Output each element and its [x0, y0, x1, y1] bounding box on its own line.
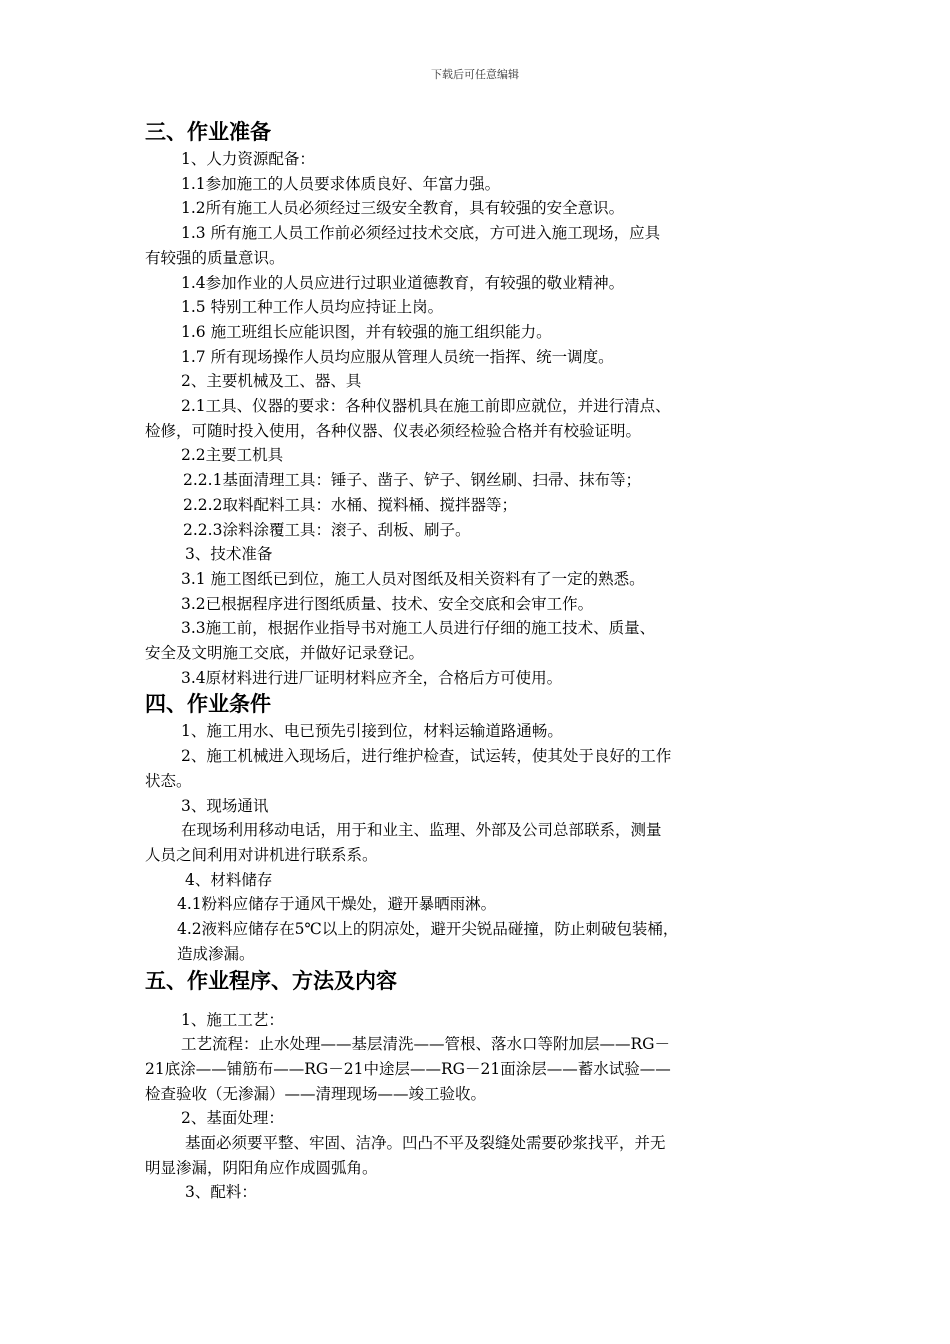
paragraph-line: 1.5 特别工种工作人员均应持证上岗。 [181, 298, 444, 317]
paragraph-line: 3.3施工前，根据作业指导书对施工人员进行仔细的施工技术、质量、 [181, 619, 656, 638]
paragraph-line: 3、技术准备 [185, 545, 273, 564]
paragraph-line: 基面必须要平整、牢固、洁净。凹凸不平及裂缝处需要砂浆找平，并无 [185, 1134, 666, 1153]
paragraph-line: 1、施工工艺： [181, 1010, 284, 1029]
paragraph-line: 3.1 施工图纸已到位，施工人员对图纸及相关资料有了一定的熟悉。 [181, 569, 645, 588]
paragraph-line: 1、人力资源配备： [181, 150, 315, 168]
paragraph-line: 1.2所有施工人员必须经过三级安全教育，具有较强的安全意识。 [181, 199, 625, 218]
paragraph-line: 2、施工机械进入现场后，进行维护检查，试运转，使其处于良好的工作 [181, 747, 672, 766]
paragraph-line: 人员之间利用对讲机进行联系系。 [145, 845, 378, 864]
paragraph-line: 1.3 所有施工人员工作前必须经过技术交底，方可进入施工现场，应具 [181, 224, 661, 243]
paragraph-line: 明显渗漏，阴阳角应作成圆弧角。 [145, 1158, 378, 1177]
paragraph-line: 安全及文明施工交底，并做好记录登记。 [145, 644, 425, 663]
paragraph-line: 检查验收（无渗漏）——清理现场——竣工验收。 [145, 1084, 487, 1103]
paragraph-line: 2、主要机械及工、器、具 [181, 372, 362, 391]
paragraph-line: 4.2液料应储存在5℃以上的阴凉处，避开尖锐品碰撞，防止刺破包装桶， [177, 920, 679, 939]
paragraph-line: 1.7 所有现场操作人员均应服从管理人员统一指挥、统一调度。 [181, 347, 614, 366]
paragraph-line: 4.1粉料应储存于通风干燥处，避开暴晒雨淋。 [177, 895, 497, 914]
paragraph-line: 检修，可随时投入使用，各种仪器、仪表必须经检验合格并有校验证明。 [145, 421, 642, 440]
paragraph-line: 1.4参加作业的人员应进行过职业道德教育，有较强的敬业精神。 [181, 273, 625, 292]
paragraph-line: 1.6 施工班组长应能识图，并有较强的施工组织能力。 [181, 322, 552, 341]
section-heading: 三、作业准备 [145, 120, 271, 144]
paragraph-line: 2.2.3涂料涂覆工具：滚子、刮板、刷子。 [183, 520, 471, 539]
paragraph-line: 3、现场通讯 [181, 796, 269, 815]
paragraph-line: 3、配料： [185, 1183, 257, 1202]
paragraph-line: 3.4原材料进行进厂证明材料应齐全，合格后方可使用。 [181, 668, 563, 687]
paragraph-line: 有较强的质量意识。 [145, 248, 285, 267]
document-body [145, 118, 810, 1205]
paragraph-line: 2、基面处理： [181, 1109, 284, 1128]
paragraph-line: 2.2主要工机具 [181, 446, 284, 465]
paragraph-line: 造成渗漏。 [177, 944, 255, 963]
paragraph-line: 3.2已根据程序进行图纸质量、技术、安全交底和会审工作。 [181, 594, 594, 613]
paragraph-line: 1、施工用水、电已预先引接到位，材料运输道路通畅。 [181, 722, 563, 741]
section-heading: 五、作业程序、方法及内容 [145, 968, 397, 993]
paragraph-line: 4、材料储存 [185, 870, 273, 889]
section-heading: 四、作业条件 [145, 692, 271, 717]
paragraph-line: 2.2.2取料配料工具：水桶、搅料桶、搅拌器等； [183, 495, 517, 514]
paragraph-line: 2.2.1基面清理工具：锤子、凿子、铲子、钢丝刷、扫帚、抹布等； [183, 471, 641, 490]
paragraph-line: 1.1参加施工的人员要求体质良好、年富力强。 [181, 174, 501, 193]
paragraph-line: 状态。 [145, 771, 192, 790]
spacer [145, 996, 810, 1008]
paragraph-line: 工艺流程：止水处理——基层清洗——管根、落水口等附加层——RG－ [181, 1035, 671, 1054]
paragraph-line: 21底涂——铺筋布——RG－21中途层——RG－21面涂层——蓄水试验—— [145, 1059, 671, 1078]
page-header: 下载后可任意编辑 [431, 68, 519, 81]
paragraph-line: 2.1工具、仪器的要求：各种仪器机具在施工前即应就位，并进行清点、 [181, 397, 671, 416]
paragraph-line: 在现场利用移动电话，用于和业主、监理、外部及公司总部联系，测量 [181, 821, 662, 840]
